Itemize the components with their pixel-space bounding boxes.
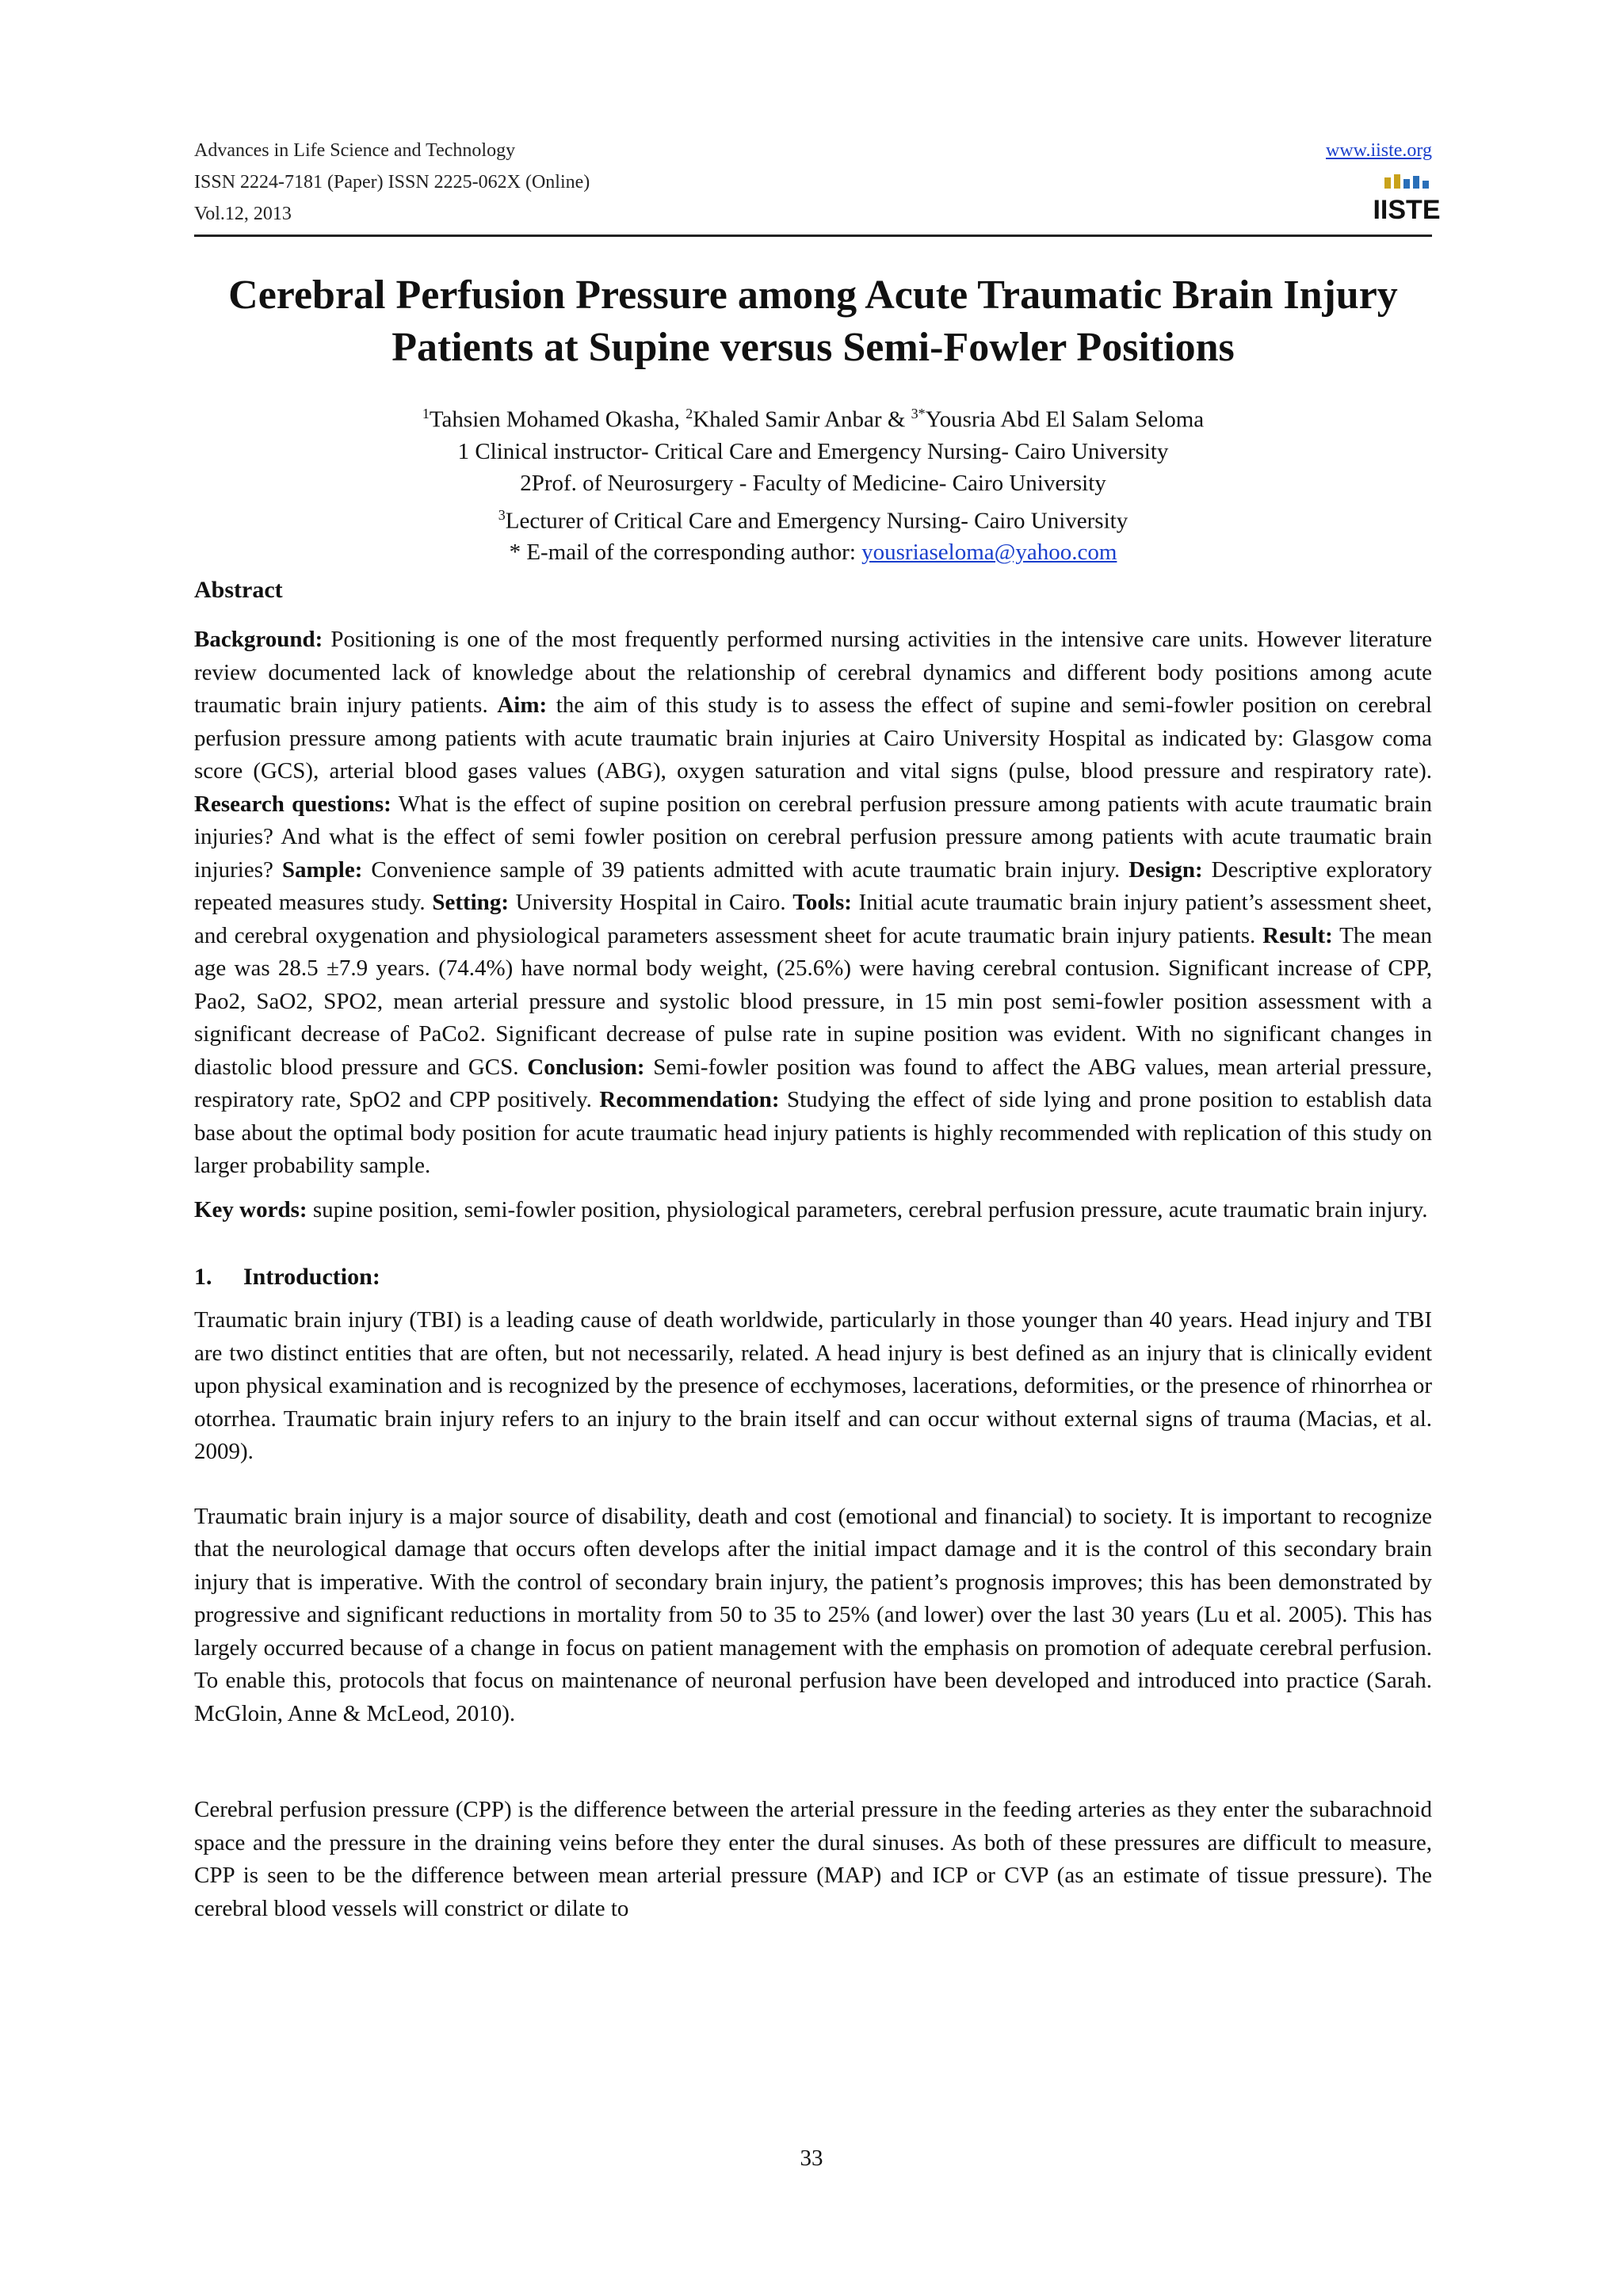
iiste-logo (1373, 173, 1441, 230)
label-tools: Tools: (792, 890, 852, 916)
volume: Vol.12, 2013 (194, 204, 292, 224)
label-sample: Sample: (281, 856, 363, 883)
label-background: Background: (194, 627, 323, 653)
author3-sup: 3* (911, 406, 926, 421)
keywords-text: supine position, semi-fowler position, physiological parameters, cerebral perfusion pressure, acute traumatic brain injury. (307, 1196, 1428, 1222)
intro-paragraph-1: Traumatic brain injury (TBI) is a leading cause of death worldwide, particularly in those younger than 40 years. Head injury and TBI are two distinct entities that are often, but not necessarily, related. A head injury is best defined as an injury that is clinically evident upon physical examination and is recognized by the presence of ecchymoses, lacerations, deformities, or the presence of rhinorrhea or otorrhea. Traumatic brain injury refers to an injury to the brain itself and can occur without external signs of trauma (Macias, et al. 2009). (194, 1307, 1432, 1465)
text-aim: the aim of this study is to assess the effect of supine and semi-fowler position on cerebral perfusion pressure among patients with acute traumatic brain injuries at Cairo University Hospital as indicated by: Glasgow coma score (GCS), arterial blood gases values (ABG), oxygen saturation and vital signs (pulse, blood pressure and respiratory rate). (194, 692, 1432, 784)
intro-paragraph-3: Cerebral perfusion pressure (CPP) is the difference between the arterial pressure in the feeding arteries as they enter the subarachnoid space and the pressure in the draining veins before they enter the dural sinuses. As both of these pressures are difficult to measure, CPP is seen to be the difference between mean arterial pressure (MAP) and ICP or CVP (as an estimate of tissue pressure). The cerebral blood vessels will constrict or dilate to (194, 1797, 1432, 1921)
text-background: Positioning is one of the most frequently performed nursing activities in the intensive care units. However literature review documented lack of knowledge about the relationship of cerebral dynamics and different body positions among acute traumatic brain injury patients. (194, 627, 1432, 719)
text-research-questions: What is the effect of supine position on cerebral perfusion pressure among patients with acute traumatic brain injuries? And what is the effect of semi fowler position on cerebral perfusion pressure among patients with acute traumatic brain injuries? (194, 791, 1432, 883)
section-number: 1. (194, 1264, 212, 1291)
author2: Khaled Samir Anbar & (693, 406, 911, 433)
paper-page (194, 135, 1441, 1925)
author3: Yousria Abd El Salam Seloma (925, 406, 1205, 433)
text-conclusion: Semi-fowler position was found to affect the ABG values, mean arterial pressure, respiratory rate, SpO2 and CPP positively. (194, 1054, 1432, 1113)
email-prefix: * E-mail of the corresponding author: (509, 540, 862, 566)
abstract-body (194, 624, 1432, 1183)
author1-sup: 1 (422, 406, 430, 421)
affiliation-1: 1 Clinical instructor- Critical Care and Emergency Nursing- Cairo University (457, 438, 1169, 464)
intro-paragraph-2: Traumatic brain injury is a major source of disability, death and cost (emotional and financial) to society. It is important to recognize that the neurological damage that occurs often develops after the initial impact damage and it is the control of this secondary brain injury that is imperative. With the control of secondary brain injury, the patient’s prognosis improves; this has been demonstrated by progressive and significant reductions in mortality from 50 to 35 to 25% (and lower) over the last 30 years (Lu et al. 2005). This has largely occurred because of a change in focus on patient management with the emphasis on promotion of adequate cerebral perfusion. To enable this, protocols that focus on maintenance of neuronal perfusion have been developed and introduced into practice (Sarah. McGloin, Anne & McLeod, 2010). (194, 1503, 1432, 1726)
issn: ISSN 2224-7181 (Paper) ISSN 2225-062X (Online) (194, 172, 590, 193)
text-tools: Initial acute traumatic brain injury patient’s assessment sheet, and cerebral oxygenation and physiological parameters assessment sheet for acute traumatic brain injury patients. (194, 890, 1433, 948)
section-title: Introduction: (243, 1264, 380, 1291)
author-block (194, 398, 1432, 568)
affiliation-3-sup: 3 (498, 506, 506, 523)
author2-sup: 2 (685, 406, 693, 421)
affiliation-3-text: Lecturer of Critical Care and Emergency Nursing- Cairo University (505, 508, 1128, 534)
running-header (194, 135, 1441, 238)
label-research-questions: Research questions: (194, 791, 391, 817)
text-design: Descriptive exploratory repeated measures study. (194, 856, 1433, 916)
label-conclusion: Conclusion: (527, 1054, 645, 1080)
label-setting: Setting: (432, 890, 509, 916)
keywords-label: Key words: (194, 1196, 307, 1222)
author-names (194, 398, 1432, 436)
text-setting: University Hospital in Cairo. (508, 890, 793, 916)
label-aim: Aim: (497, 692, 548, 719)
label-recommendation: Recommendation: (599, 1087, 780, 1113)
label-result: Result: (1262, 922, 1333, 948)
keywords (194, 1194, 1432, 1227)
email-link[interactable]: yousriaseloma@yahoo.com (861, 540, 1117, 566)
author1: Tahsien Mohamed Okasha, (429, 406, 686, 433)
text-recommendation: Studying the effect of side lying and prone position to establish data base about the optimal body position for acute traumatic head injury patients is highly recommended with replication of this study on larger probability sample. (194, 1087, 1432, 1179)
affiliation-3 (194, 499, 1432, 537)
affiliation-2: 2Prof. of Neurosurgery - Faculty of Medicine- Cairo University (520, 470, 1106, 496)
svg-text:IISTE: IISTE (1373, 195, 1441, 225)
corresponding-email (194, 536, 1432, 568)
page-number: 33 (800, 2145, 823, 2171)
journal-url-link[interactable]: www.iiste.org (1326, 140, 1432, 161)
text-sample: Convenience sample of 39 patients admitted with acute traumatic brain injury. (362, 856, 1129, 883)
journal-name: Advances in Life Science and Technology (194, 140, 516, 161)
label-design: Design: (1128, 856, 1203, 883)
abstract-heading: Abstract (194, 577, 283, 604)
text-result: The mean age was 28.5 ±7.9 years. (74.4%) have normal body weight, (25.6%) were having cerebral contusion. Significant increase of CPP, Pao2, SaO2, SPO2, mean arterial pressure and systolic blood pressure, in 15 min post semi-fowler position assessment with a significant decrease of PaCo2. Significant decrease of pulse rate in supine position was evident. With no significant changes in diastolic blood pressure and GCS. (194, 922, 1432, 1080)
section-heading-introduction (194, 1261, 1432, 1293)
paper-title: Cerebral Perfusion Pressure among Acute Traumatic Brain Injury Patients at Supine versus Semi-Fowler Positions (228, 273, 1398, 370)
